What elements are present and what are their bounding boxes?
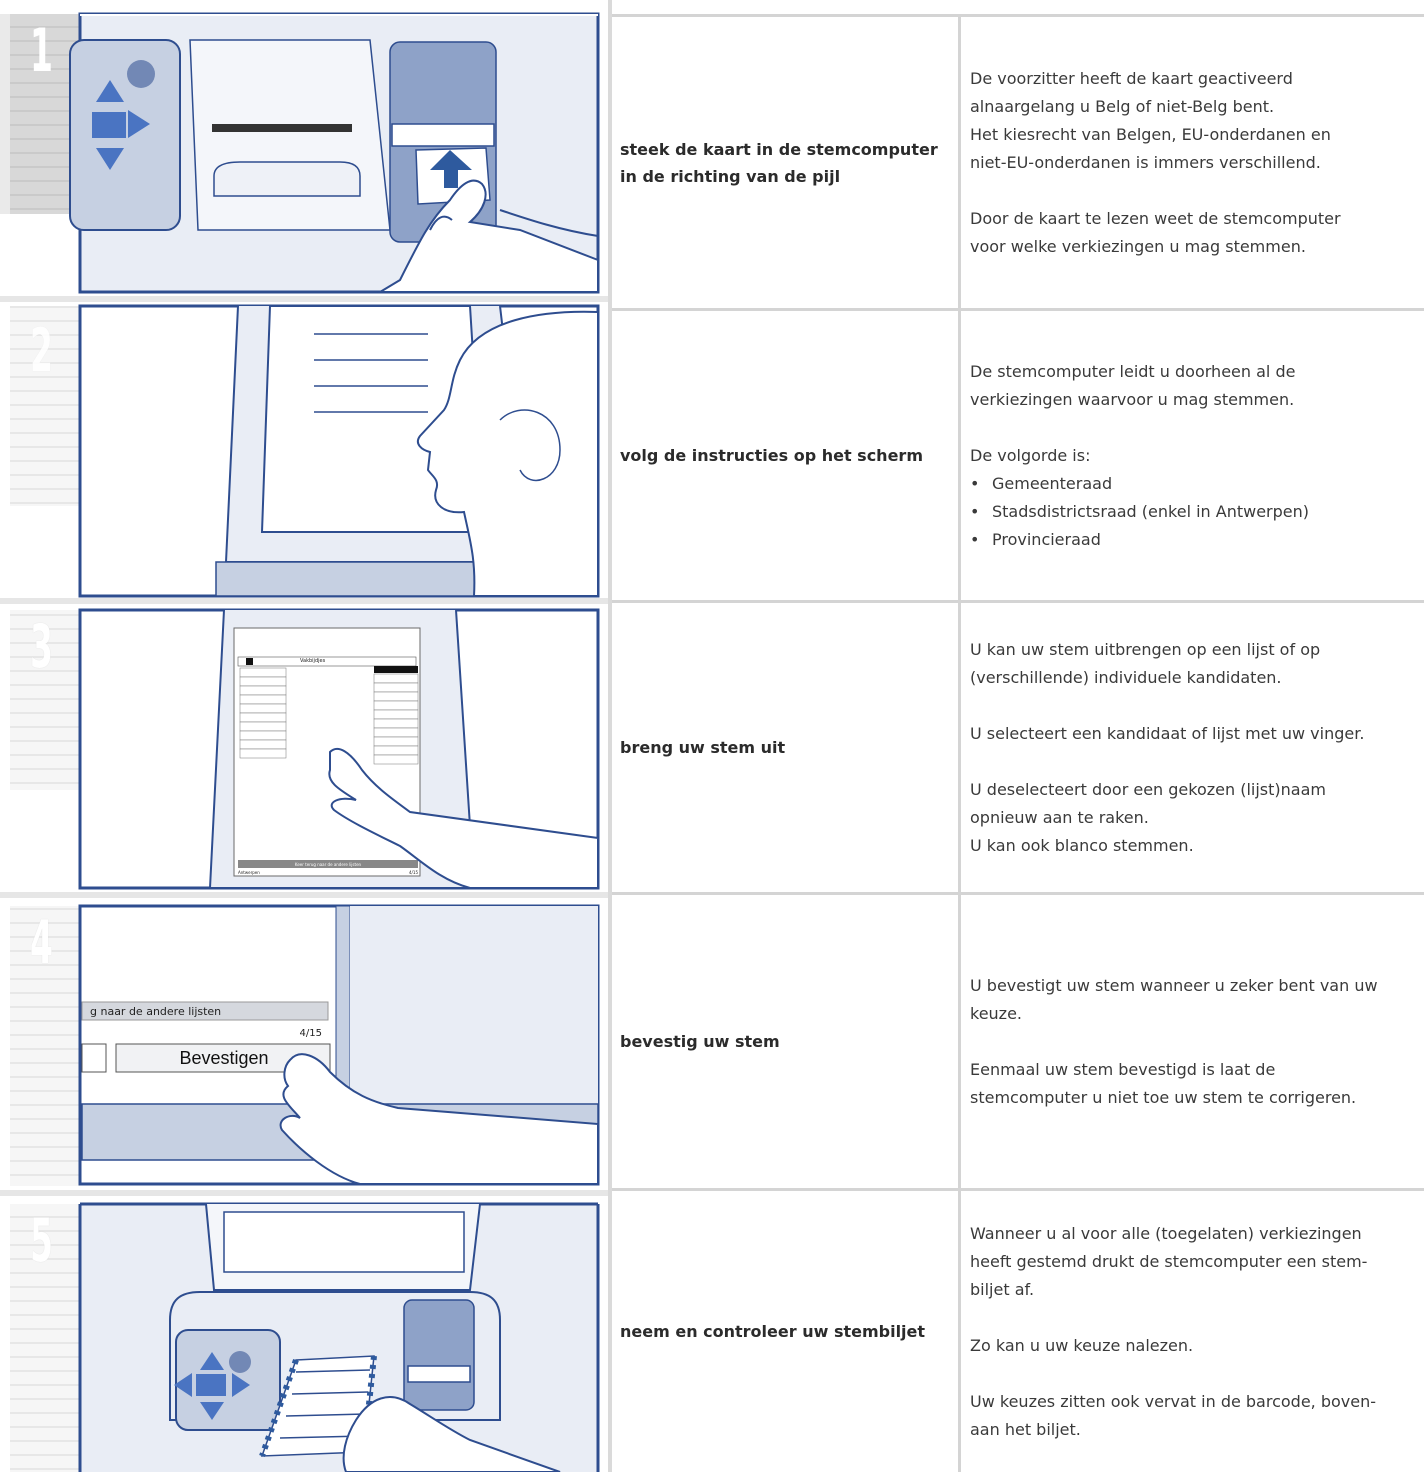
step-description-1	[970, 17, 1424, 308]
panel-4-confirm-vote	[10, 906, 598, 1186]
desc-line: Zo kan u uw keuze nalezen.	[970, 1335, 1194, 1355]
desc-line: De voorzitter heeft de kaart geactiveerd	[970, 68, 1293, 88]
desc-line: keuze.	[970, 1003, 1023, 1023]
step-number-4: 4	[30, 908, 53, 978]
desc-line: Het kiesrecht van Belgen, EU-onderdanen en	[970, 124, 1331, 144]
panel-5-take-ballot	[10, 1204, 598, 1472]
step-number-2: 2	[30, 316, 53, 386]
step-number-1: 1	[30, 16, 52, 86]
screen3-list-title: Vakbijdjes	[300, 658, 326, 664]
desc-line: stemcomputer u niet toe uw stem te corrigeren.	[970, 1087, 1357, 1107]
desc-line: U kan uw stem uitbrengen op een lijst of op	[970, 639, 1321, 659]
step-action-5: neem en controleer uw stembiljet	[620, 1322, 926, 1341]
desc-line: (verschillende) individuele kandidaten.	[970, 667, 1282, 687]
confirm-button[interactable]: Bevestigen	[179, 1048, 269, 1068]
step-number-3: 3	[30, 612, 53, 682]
desc-line: Eenmaal uw stem bevestigd is laat de	[970, 1059, 1276, 1079]
desc-line: De volgorde is:	[970, 445, 1091, 465]
desc-line: niet-EU-onderdanen is immers verschillend.	[970, 152, 1321, 172]
desc-line: Door de kaart te lezen weet de stemcomputer	[970, 208, 1341, 228]
desc-line: U deselecteert door een gekozen (lijst)naam	[970, 779, 1326, 799]
desc-line: verkiezingen waarvoor u mag stemmen.	[970, 389, 1295, 409]
bullet-text: Stadsdistrictsraad (enkel in Antwerpen)	[992, 501, 1310, 521]
desc-line: voor welke verkiezingen u mag stemmen.	[970, 236, 1306, 256]
desc-line: U selecteert een kandidaat of lijst met uw vinger.	[970, 723, 1365, 743]
illus-divider-4	[0, 1190, 608, 1196]
panel-3-cast-vote	[10, 610, 598, 888]
list-item: • Provincieraad	[970, 526, 1424, 554]
desc-line: Uw keuzes zitten ook vervat in de barcode, boven-	[970, 1391, 1377, 1411]
step-row-2	[612, 311, 1424, 600]
list-item: • Gemeenteraad	[970, 470, 1424, 498]
step-row-1	[612, 17, 1424, 308]
illus-divider-2	[0, 598, 608, 604]
desc-line: alnaargelang u Belg of niet-Belg bent.	[970, 96, 1275, 116]
desc-line: U kan ook blanco stemmen.	[970, 835, 1194, 855]
step-description-3	[970, 603, 1424, 892]
desc-line: Wanneer u al voor alle (toegelaten) verkiezingen	[970, 1223, 1362, 1243]
panel-2-follow-screen	[10, 306, 598, 596]
step-description-4	[970, 895, 1424, 1188]
desc-line: opnieuw aan te raken.	[970, 807, 1149, 827]
panel-1-insert-card	[0, 14, 598, 292]
screen3-footer-left: Antwerpen	[238, 870, 260, 875]
step-row-5	[612, 1191, 1424, 1472]
screen3-footer-right: 4/15	[409, 870, 418, 875]
desc-line: aan het biljet.	[970, 1419, 1081, 1439]
desc-line: De stemcomputer leidt u doorheen al de	[970, 361, 1296, 381]
step-row-3	[612, 603, 1424, 892]
screen3-footer-button: Keer terug naar de andere lijsten	[294, 862, 362, 867]
screen4-back-bar: g naar de andere lijsten	[90, 1005, 222, 1018]
step-action-4: bevestig uw stem	[620, 1032, 780, 1051]
desc-line: heeft gestemd drukt de stemcomputer een stem-	[970, 1251, 1368, 1271]
step-row-4	[612, 895, 1424, 1188]
desc-line: U bevestigt uw stem wanneer u zeker bent van uw	[970, 975, 1378, 995]
bullet-text: Provincieraad	[992, 529, 1101, 549]
list-item: • Stadsdistrictsraad (enkel in Antwerpen)	[970, 498, 1424, 526]
screen4-page: 4/15	[299, 1028, 322, 1039]
step-description-5	[970, 1191, 1424, 1472]
step-action-2: volg de instructies op het scherm	[620, 446, 923, 465]
desc-line: biljet af.	[970, 1279, 1035, 1299]
illus-divider-1	[0, 296, 608, 302]
step-action-3: breng uw stem uit	[620, 738, 786, 757]
illustration-column	[0, 0, 608, 1472]
step-description-2	[970, 311, 1424, 600]
illus-divider-3	[0, 892, 608, 898]
step-number-5: 5	[30, 1206, 53, 1276]
bullet-text: Gemeenteraad	[992, 473, 1113, 493]
step-action-1: steek de kaart in de stemcomputer in de richting van de pijl	[620, 139, 938, 186]
